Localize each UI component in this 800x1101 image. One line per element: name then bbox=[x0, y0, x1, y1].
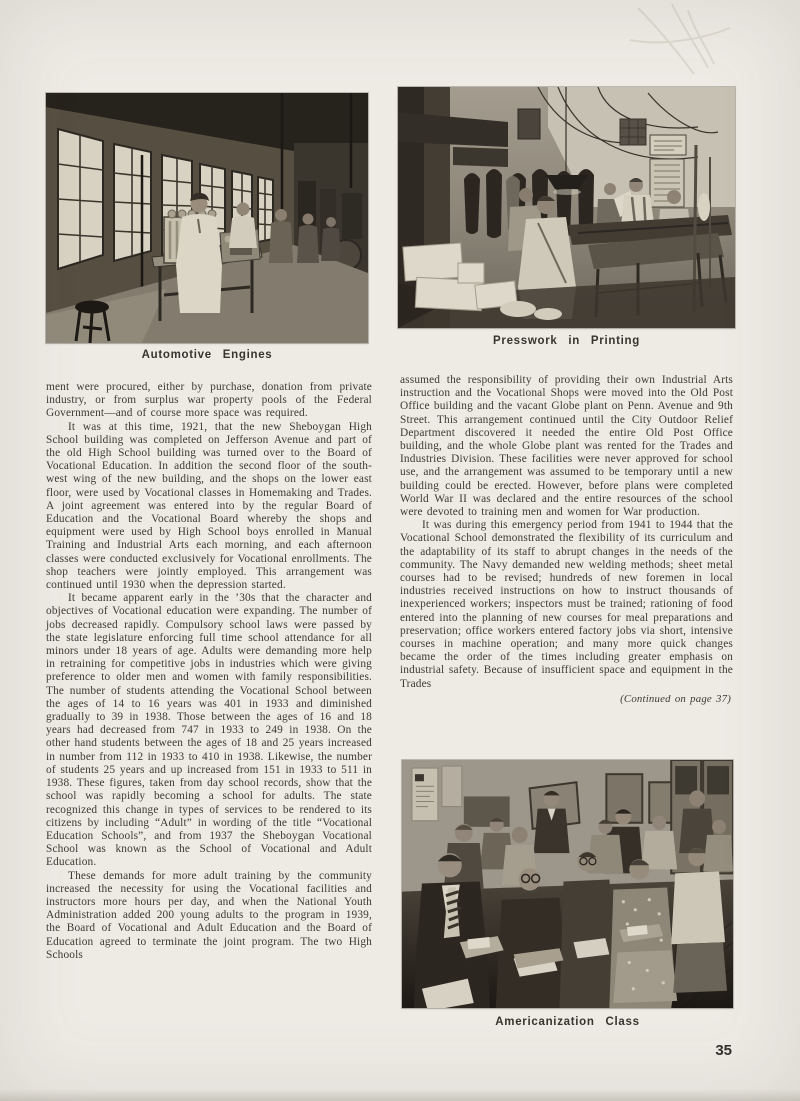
photo-americanization-class bbox=[402, 760, 733, 1008]
americanization-class-photo-scene bbox=[402, 760, 733, 1008]
continued-note: (Continued on page 37) bbox=[620, 692, 731, 705]
photo-caption-automotive-engines: Automotive Engines bbox=[141, 349, 273, 361]
left-paragraph-2: It was at this time, 1921, that the new Sheboygan High School building was completed on Jefferson Avenue and part of the old High School building was turned over to the Board of Vocational Education. In addition the second floor of the south-west wing of the new building, and the shops on the lower east floor, were used by Vocational classes in Homemaking and Trades. A joint agreement was entered into by the regular Board of Education and the Vocational Board whereby the shops and equipment were used by High School boys enrolled in Manual Training and Industrial Arts each morning, and each afternoon classes were conducted exclusively for Vocational enrollments. The shop teachers were jointly employed. This arrangement was continued until 1930 when the depression started. bbox=[46, 420, 372, 592]
presswork-photo-scene bbox=[398, 87, 735, 328]
photo-presswork-in-printing bbox=[398, 87, 735, 328]
photo-caption-presswork-in-printing: Presswork in Printing bbox=[493, 335, 640, 347]
photo-automotive-engines bbox=[46, 93, 368, 343]
automotive-engines-photo-scene bbox=[46, 93, 368, 343]
left-text-column bbox=[46, 381, 372, 962]
right-paragraph-1: assumed the responsibility of providing their own Industrial Arts instruction and the Vocational Shops were moved into the Old Post Office building and the vacant Globe plant on Penn. Avenue and 9th Street. This arrangement continued until the City Outdoor Relief Department discovered it needed the entire Old Post Office building, and the whole Globe plant was rented for the Trades and Industries Division. These facilities were never approved for school use, and the arrangement was assumed to be temporary until a new building could be erected. However, before plans were completed World War II was declared and the entire resources of the school were devoted to training men and women for War production. bbox=[400, 374, 733, 519]
left-paragraph-1: ment were procured, either by purchase, donation from private industry, or from surplus war property pools of the Federal Government—and of course more space was required. bbox=[46, 381, 372, 420]
left-paragraph-4: These demands for more adult training by the community increased the necessity for using the Vocational facilities and instructors more hours per day, and when the National Youth Administration added 200 young adults to the program in 1939, the Board of Vocational and Adult Education and the Board of Education agreed to terminate the joint program. The two High Schools bbox=[46, 869, 372, 961]
right-paragraph-2: It was during this emergency period from 1941 to 1944 that the Vocational School demonstrated the flexibility of its curriculum and the adaptability of its staff to abrupt changes in the needs of the community. The Navy demanded new welding methods; sheet metal courses had to be revised; hundreds of new foremen in local industries received instructions on how to instruct thousands of inexperienced workers; inspectors must be trained; rationing of food entered into the planning of new courses for meal preparations and preservation; office workers entered factory jobs via short, intensive courses in machine operation; and many more quick changes became the order of the times including greater emphasis on industrial safety. Because of insufficient space and equipment in the Trades bbox=[400, 519, 733, 690]
pencil-scuff-mark bbox=[610, 0, 760, 95]
photo-caption-americanization-class: Americanization Class bbox=[495, 1016, 640, 1028]
page-number: 35 bbox=[715, 1042, 732, 1059]
page-bottom-edge-shadow bbox=[0, 1089, 800, 1101]
left-paragraph-3: It became apparent early in the ’30s that the character and objectives of Vocational education were expanding. The number of jobs decreased rapidly. Compulsory school laws were passed by the state legislature enforcing full time school attendance for all minors under 18 years of age. Adults were demanding more help in retraining for competitive jobs in industries which were giving preference to older men and women with family responsibilities. The number of students attending the Vocational School between the ages of 14 to 16 years was 401 in 1933 and diminished gradually to 39 in 1938. Those between the ages of 16 and 18 years had decreased from 747 in 1933 to 249 in 1938. On the other hand students between the ages of 18 and 25 years increased in number from 112 in 1933 to 410 in 1938. Likewise, the number of students 25 years and up increased from 151 in 1933 to 511 in 1938. These figures, taken from day school records, show that the school was rapidly becoming a school for adults. The state recognized this change in types of services to be rendered to its citizens by including “Adult” in wording of the title “Vocational Education Schools”, and from 1937 the Sheboygan Vocational School was known as the School of Vocational and Adult Education. bbox=[46, 592, 372, 869]
right-text-column bbox=[400, 374, 733, 706]
